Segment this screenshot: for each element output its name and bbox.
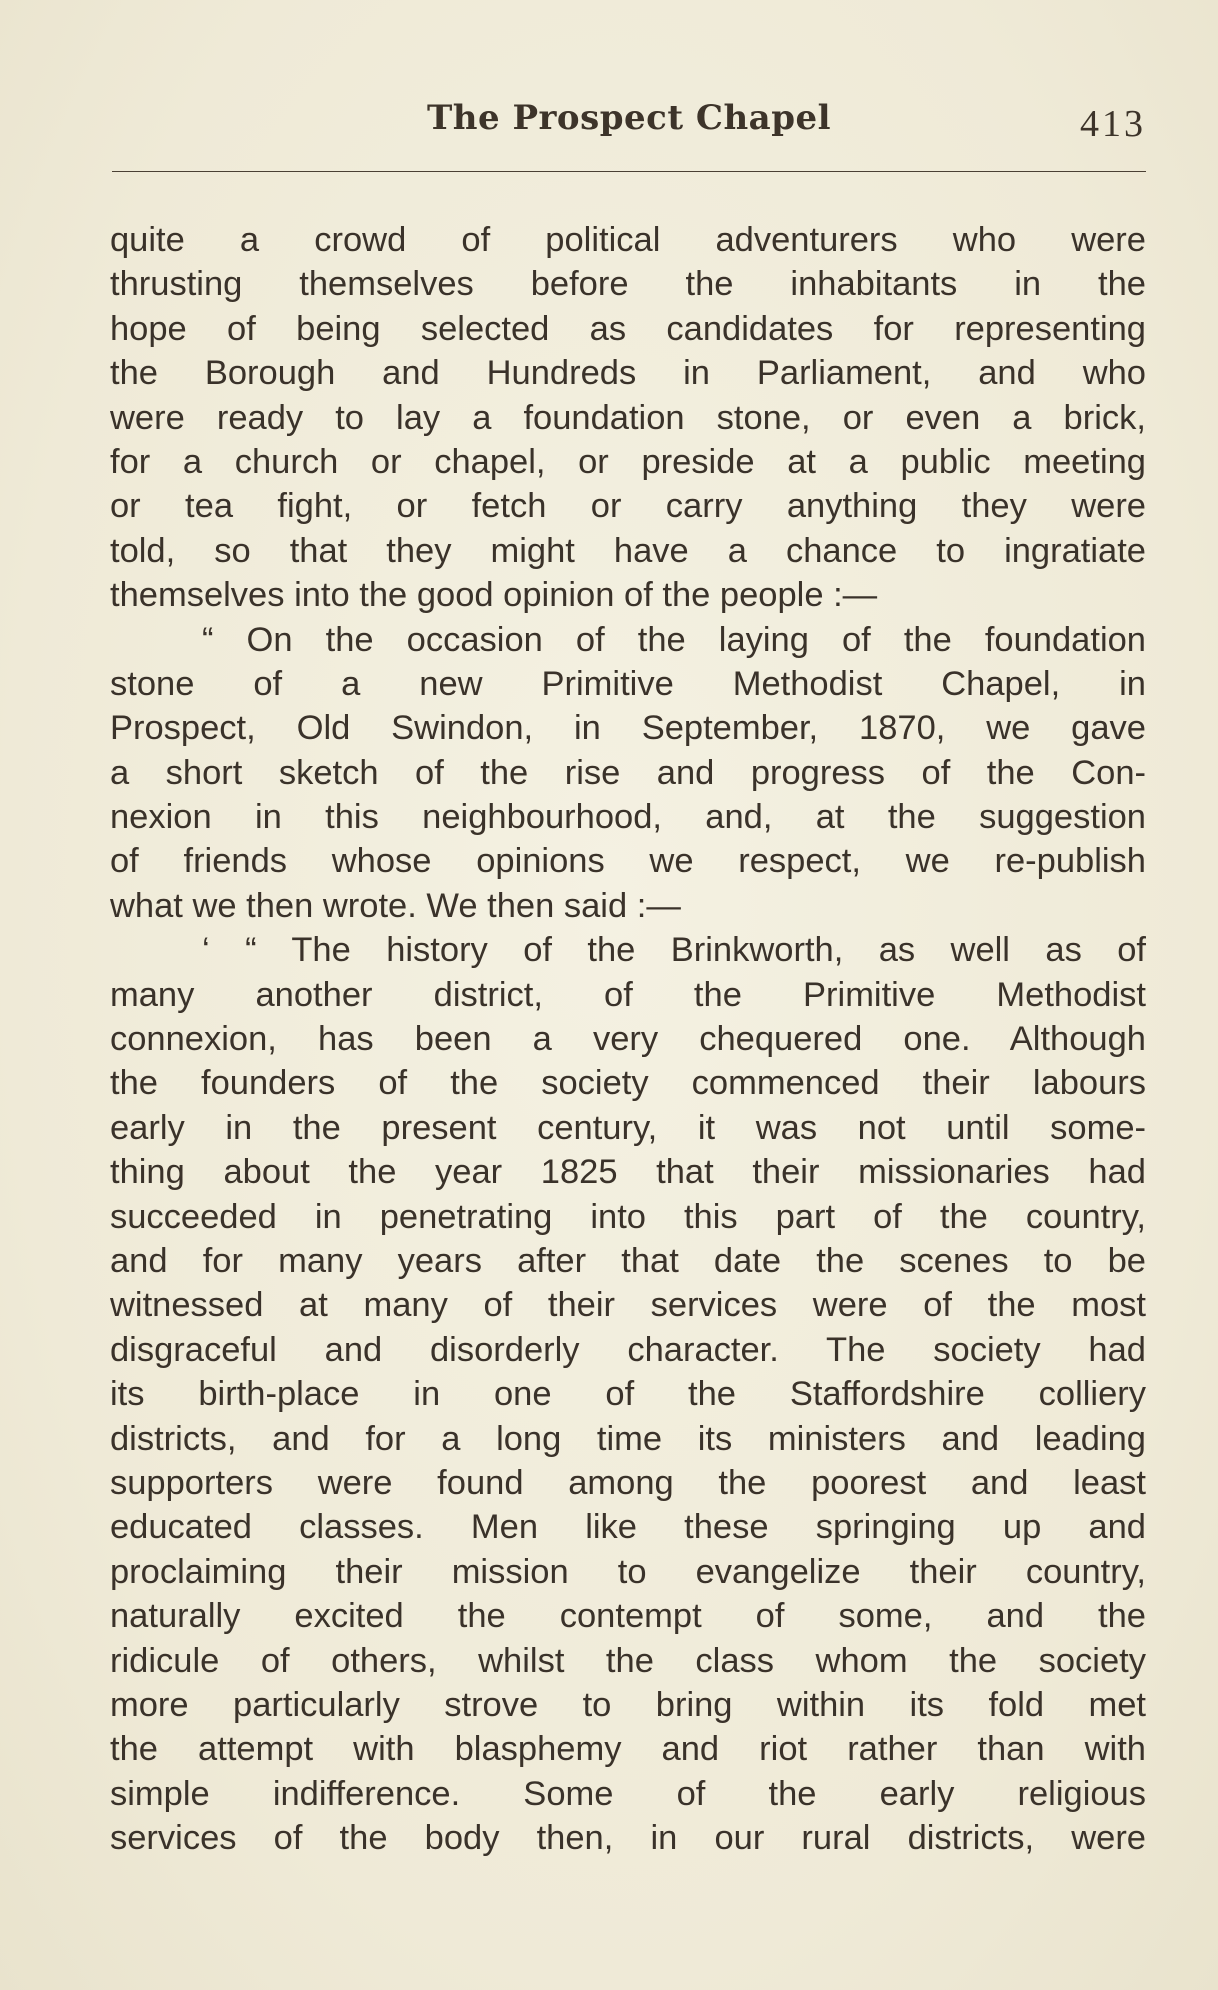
text-line: the Borough and Hundreds in Parliament, and who (110, 354, 1146, 393)
text-line: a short sketch of the rise and progress of the Con- (110, 753, 1146, 792)
text-line: districts, and for a long time its ministers and leading (110, 1419, 1146, 1458)
text-line: for a church or chapel, or preside at a public meeting (110, 442, 1146, 481)
text-line: nexion in this neighbourhood, and, at the suggestion (110, 798, 1146, 837)
text-line: ridicule of others, whilst the class whom the society (110, 1641, 1146, 1680)
text-line: thrusting themselves before the inhabitants in the (110, 265, 1146, 304)
text-line: and for many years after that date the scenes to be (110, 1241, 1146, 1280)
text-line: the attempt with blasphemy and riot rather than with (110, 1730, 1146, 1769)
text-line: proclaiming their mission to evangelize their country, (110, 1552, 1146, 1591)
text-line: disgraceful and disorderly character. The society had (110, 1330, 1146, 1369)
text-line: “ On the occasion of the laying of the foundation (202, 620, 1146, 659)
text-line: Prospect, Old Swindon, in September, 1870, we gave (110, 709, 1146, 748)
text-line: told, so that they might have a chance to ingratiate (110, 531, 1146, 570)
text-line: educated classes. Men like these springing up and (110, 1508, 1146, 1547)
header-rule (112, 171, 1146, 172)
page-number: 413 (1080, 103, 1146, 145)
text-line: themselves into the good opinion of the people :— (110, 576, 878, 615)
text-line: the founders of the society commenced their labours (110, 1064, 1146, 1103)
text-line: hope of being selected as candidates for representing (110, 309, 1146, 348)
text-line: ‘ “ The history of the Brinkworth, as well as of (202, 931, 1146, 970)
text-line: were ready to lay a foundation stone, or even a brick, (110, 398, 1146, 437)
text-line: what we then wrote. We then said :— (110, 886, 681, 925)
text-line: many another district, of the Primitive Methodist (110, 975, 1146, 1014)
text-line: early in the present century, it was not until some- (110, 1108, 1146, 1147)
text-line: simple indifference. Some of the early religious (110, 1774, 1146, 1813)
running-title: The Prospect Chapel (426, 98, 832, 138)
running-head (112, 98, 1146, 148)
text-line: connexion, has been a very chequered one. Although (110, 1020, 1146, 1059)
text-line: services of the body then, in our rural districts, were (110, 1819, 1146, 1858)
text-line: of friends whose opinions we respect, we re-publish (110, 842, 1146, 881)
text-line: more particularly strove to bring within its fold met (110, 1685, 1146, 1724)
text-line: stone of a new Primitive Methodist Chapel, in (110, 664, 1146, 703)
body-text (110, 218, 1146, 1860)
text-line: succeeded in penetrating into this part of the country, (110, 1197, 1146, 1236)
text-line: supporters were found among the poorest and least (110, 1463, 1146, 1502)
text-line: witnessed at many of their services were of the most (110, 1286, 1146, 1325)
text-line: or tea fight, or fetch or carry anything they were (110, 487, 1146, 526)
text-line: quite a crowd of political adventurers who were (110, 221, 1146, 259)
text-line: naturally excited the contempt of some, and the (110, 1597, 1146, 1636)
text-line: its birth-place in one of the Staffordshire colliery (110, 1375, 1146, 1414)
text-line: thing about the year 1825 that their missionaries had (110, 1153, 1146, 1192)
